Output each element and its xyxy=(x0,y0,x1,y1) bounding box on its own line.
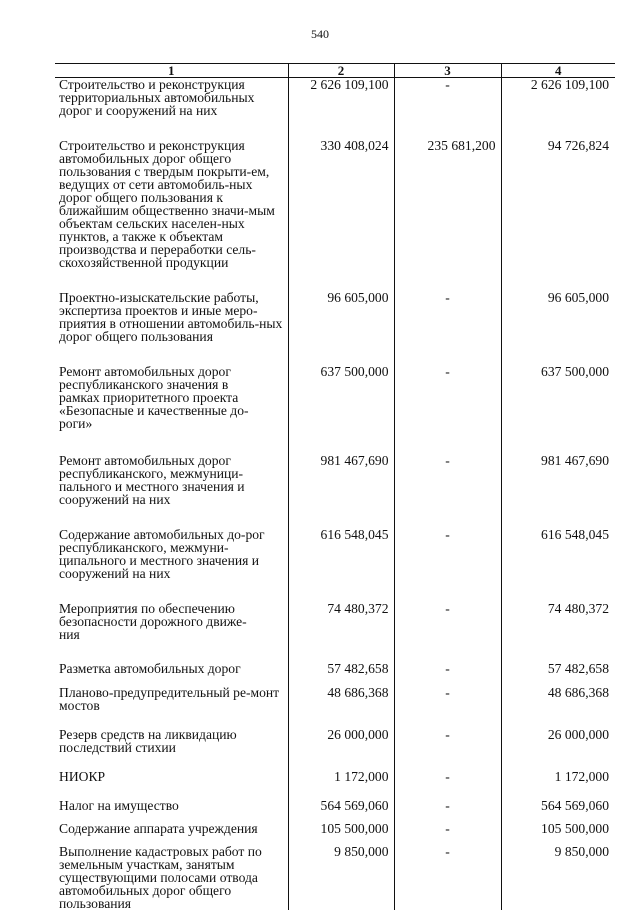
table-row xyxy=(55,728,615,770)
table-row xyxy=(55,799,615,822)
row-name: Мероприятия по обеспечению безопасности дорожного движе-ния xyxy=(59,601,247,642)
column-header-row xyxy=(55,64,615,78)
row-value-col2: 9 850,000 xyxy=(288,845,394,910)
row-name-cell xyxy=(55,528,288,602)
row-value-col4: 26 000,000 xyxy=(501,728,615,770)
row-name-cell xyxy=(55,291,288,365)
row-value-col3: - xyxy=(394,686,501,728)
row-name: Строительство и реконструкция территориальных автомобильных дорог и сооружений на них xyxy=(59,77,255,118)
row-name: Содержание аппарата учреждения xyxy=(59,821,258,836)
page-number: 540 xyxy=(311,27,329,41)
row-value-col3: - xyxy=(394,799,501,822)
row-name: Ремонт автомобильных дорог республиканского значения в рамках приоритетного проекта «Безопасные и качественные до-роги» xyxy=(59,364,249,431)
column-header-1: 1 xyxy=(55,64,288,78)
row-value-col3: - xyxy=(394,662,501,686)
row-name: Резерв средств на ликвидацию последствий стихии xyxy=(59,727,237,755)
row-name-cell xyxy=(55,454,288,528)
row-value-col2: 74 480,372 xyxy=(288,602,394,662)
row-name-cell xyxy=(55,365,288,454)
row-value-col2: 637 500,000 xyxy=(288,365,394,454)
table-row xyxy=(55,602,615,662)
table-row xyxy=(55,770,615,799)
row-value-col4: 48 686,368 xyxy=(501,686,615,728)
row-value-col2: 330 408,024 xyxy=(288,139,394,291)
row-value-col3: - xyxy=(394,822,501,845)
row-name: Строительство и реконструкция автомобильных дорог общего пользования с твердым покрыти-ем, ведущих от сети автомобиль-ных дорог общего пользования к ближайшим общественно значи-мым объектам сельских населен-ных пунктов, а также к объектам производства и переработки сель-скохозяйственной продукции xyxy=(59,138,275,270)
row-value-col3: - xyxy=(394,728,501,770)
row-value-col4: 57 482,658 xyxy=(501,662,615,686)
row-value-col4: 2 626 109,100 xyxy=(501,78,615,140)
row-value-col4: 105 500,000 xyxy=(501,822,615,845)
row-value-col2: 48 686,368 xyxy=(288,686,394,728)
row-name-cell xyxy=(55,822,288,845)
column-header-4: 4 xyxy=(501,64,615,78)
row-name-cell xyxy=(55,845,288,910)
row-name-cell xyxy=(55,728,288,770)
row-value-col2: 2 626 109,100 xyxy=(288,78,394,140)
table-row xyxy=(55,528,615,602)
budget-table xyxy=(55,63,615,910)
row-name: Содержание автомобильных до-рог республиканского, межмуни-ципального и местного значения и сооружений на них xyxy=(59,527,265,581)
row-value-col4: 9 850,000 xyxy=(501,845,615,910)
row-name: Ремонт автомобильных дорог республиканского, межмуници-пального и местного значения и сооружений на них xyxy=(59,453,245,507)
row-value-col3: - xyxy=(394,291,501,365)
row-value-col2: 981 467,690 xyxy=(288,454,394,528)
row-value-col3: - xyxy=(394,602,501,662)
row-value-col4: 616 548,045 xyxy=(501,528,615,602)
table-row xyxy=(55,78,615,140)
row-value-col4: 1 172,000 xyxy=(501,770,615,799)
row-value-col2: 616 548,045 xyxy=(288,528,394,602)
row-name-cell xyxy=(55,770,288,799)
row-name: Налог на имущество xyxy=(59,798,179,813)
row-name-cell xyxy=(55,799,288,822)
column-header-3: 3 xyxy=(394,64,501,78)
table-body xyxy=(55,78,615,911)
row-value-col4: 94 726,824 xyxy=(501,139,615,291)
row-value-col3: - xyxy=(394,845,501,910)
row-name-cell xyxy=(55,602,288,662)
table-row xyxy=(55,454,615,528)
row-value-col2: 564 569,060 xyxy=(288,799,394,822)
table-row xyxy=(55,291,615,365)
table-row xyxy=(55,845,615,910)
row-value-col2: 105 500,000 xyxy=(288,822,394,845)
row-value-col3: - xyxy=(394,365,501,454)
row-value-col2: 1 172,000 xyxy=(288,770,394,799)
row-name-cell xyxy=(55,686,288,728)
row-value-col2: 26 000,000 xyxy=(288,728,394,770)
row-value-col4: 637 500,000 xyxy=(501,365,615,454)
row-name: Выполнение кадастровых работ по земельным участкам, занятым существующими полосами отвода автомобильных дорог общего пользования xyxy=(59,844,262,911)
row-value-col2: 96 605,000 xyxy=(288,291,394,365)
row-name-cell xyxy=(55,78,288,140)
row-value-col4: 564 569,060 xyxy=(501,799,615,822)
row-name: Планово-предупредительный ре-монт мостов xyxy=(59,685,280,713)
table-row xyxy=(55,662,615,686)
row-value-col2: 57 482,658 xyxy=(288,662,394,686)
row-value-col4: 96 605,000 xyxy=(501,291,615,365)
table-row xyxy=(55,686,615,728)
table-row xyxy=(55,139,615,291)
row-value-col4: 981 467,690 xyxy=(501,454,615,528)
row-value-col4: 74 480,372 xyxy=(501,602,615,662)
row-name: НИОКР xyxy=(59,769,106,784)
row-name: Разметка автомобильных дорог xyxy=(59,661,241,676)
table-row xyxy=(55,822,615,845)
row-name-cell xyxy=(55,139,288,291)
budget-table-container xyxy=(55,63,615,910)
row-value-col3: - xyxy=(394,770,501,799)
row-name-cell xyxy=(55,662,288,686)
row-value-col3: - xyxy=(394,454,501,528)
row-value-col3: - xyxy=(394,528,501,602)
column-header-2: 2 xyxy=(288,64,394,78)
table-row xyxy=(55,365,615,454)
row-value-col3: 235 681,200 xyxy=(394,139,501,291)
row-name: Проектно-изыскательские работы, экспертиза проектов и иные меро-приятия в отношении автомобиль-ных дорог общего пользования xyxy=(59,290,283,344)
row-value-col3: - xyxy=(394,78,501,140)
